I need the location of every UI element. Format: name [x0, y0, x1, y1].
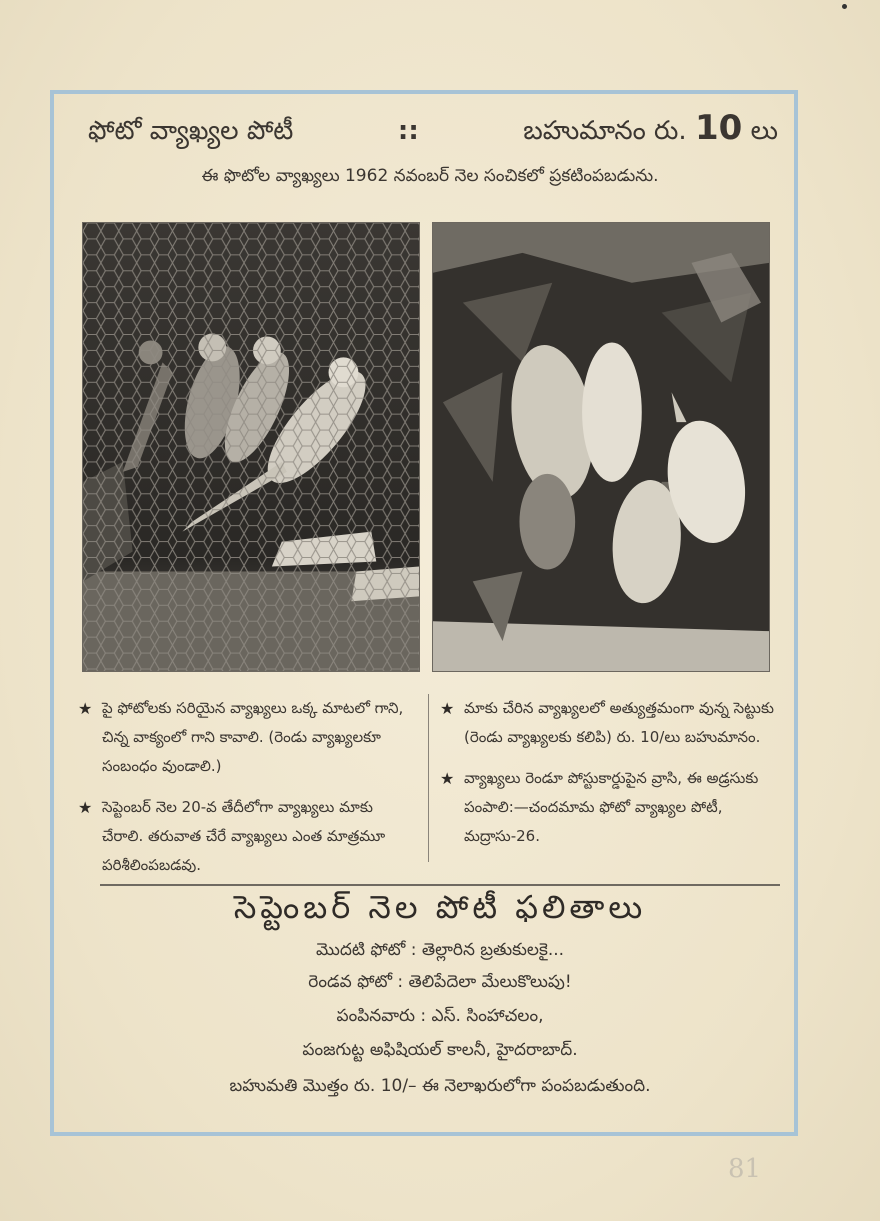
budgerigar-photo	[82, 222, 420, 672]
rule-text: సెప్టెంబర్ నెల 20-వ తేదీలోగా వ్యాఖ్యలు మాకు చేరాలి. తరువాత చేరే వ్యాఖ్యలు ఎంత మాత్రమూ పరిశీలింపబడవు.	[102, 798, 386, 874]
prize-note: బహుమతి మొత్తం రు. 10/– ఈ నెలాఖరులోగా పంపబడుతుంది.	[229, 1076, 651, 1096]
prize-amount: 10	[694, 108, 743, 148]
rule-item	[78, 793, 418, 880]
first-photo-result: మొదటి ఫోటో : తెల్లారిన బ్రతుకులకై...	[315, 940, 565, 960]
prize-suffix: లు	[750, 116, 778, 146]
rule-item	[78, 694, 418, 781]
rule-item	[440, 694, 780, 752]
rules-right-column	[440, 694, 780, 863]
print-mark	[842, 4, 847, 9]
rule-text: మాకు చేరిన వ్యాఖ్యలలో అత్యుత్తమంగా వున్న సెట్టుకు (రెండు వ్యాఖ్యలకు కలిపి) రు. 10/లు బహుమానం.	[464, 699, 774, 746]
contest-title: ఫోటో వ్యాఖ్యల పోటీ	[88, 116, 294, 146]
column-divider	[428, 694, 429, 862]
header-separator: ::	[397, 116, 419, 146]
prize-prefix: బహుమానం రు.	[523, 116, 687, 146]
section-divider	[100, 884, 780, 886]
rules-left-column	[78, 694, 418, 892]
star-icon: ★	[78, 798, 93, 817]
contest-header	[88, 108, 778, 158]
results-title: సెప్టెంబర్ నెల పోటీ ఫలితాలు	[233, 888, 647, 926]
mango-photo	[432, 222, 770, 672]
star-icon: ★	[78, 699, 93, 718]
prize-line	[523, 108, 778, 152]
star-icon: ★	[440, 769, 455, 788]
announcement-subtitle: ఈ ఫొటోల వ్యాఖ్యలు 1962 నవంబర్ నెల సంచికలో ప్రకటింపబడును.	[201, 166, 659, 186]
rule-text: వ్యాఖ్యలు రెండూ పోస్టుకార్డుపైన వ్రాసి, ఈ అడ్రసుకు పంపాలి:—చందమామ ఫోటో వ్యాఖ్యల పోటీ, మద్రాసు-26.	[464, 769, 759, 845]
page-number: 81	[728, 1154, 762, 1184]
rule-item	[440, 764, 780, 851]
mango-illustration	[433, 223, 769, 671]
rule-text: పై ఫోటోలకు సరియైన వ్యాఖ్యలు ఒక్క మాటలో గాని, చిన్న వాక్యంలో గాని కావాలి. (రెండు వ్యాఖ్యలకూ సంబంధం వుండాలి.)	[102, 699, 404, 775]
second-photo-result: రెండవ ఫోటో : తెలిపేదెలా మేలుకొలుపు!	[308, 972, 572, 992]
star-icon: ★	[440, 699, 455, 718]
budgerigar-illustration	[83, 223, 419, 671]
sender-address: పంజగుట్ట అఫిషియల్ కాలనీ, హైదరాబాద్.	[302, 1040, 578, 1060]
sender-name: పంపినవారు : ఎస్. సింహాచలం,	[336, 1006, 544, 1026]
